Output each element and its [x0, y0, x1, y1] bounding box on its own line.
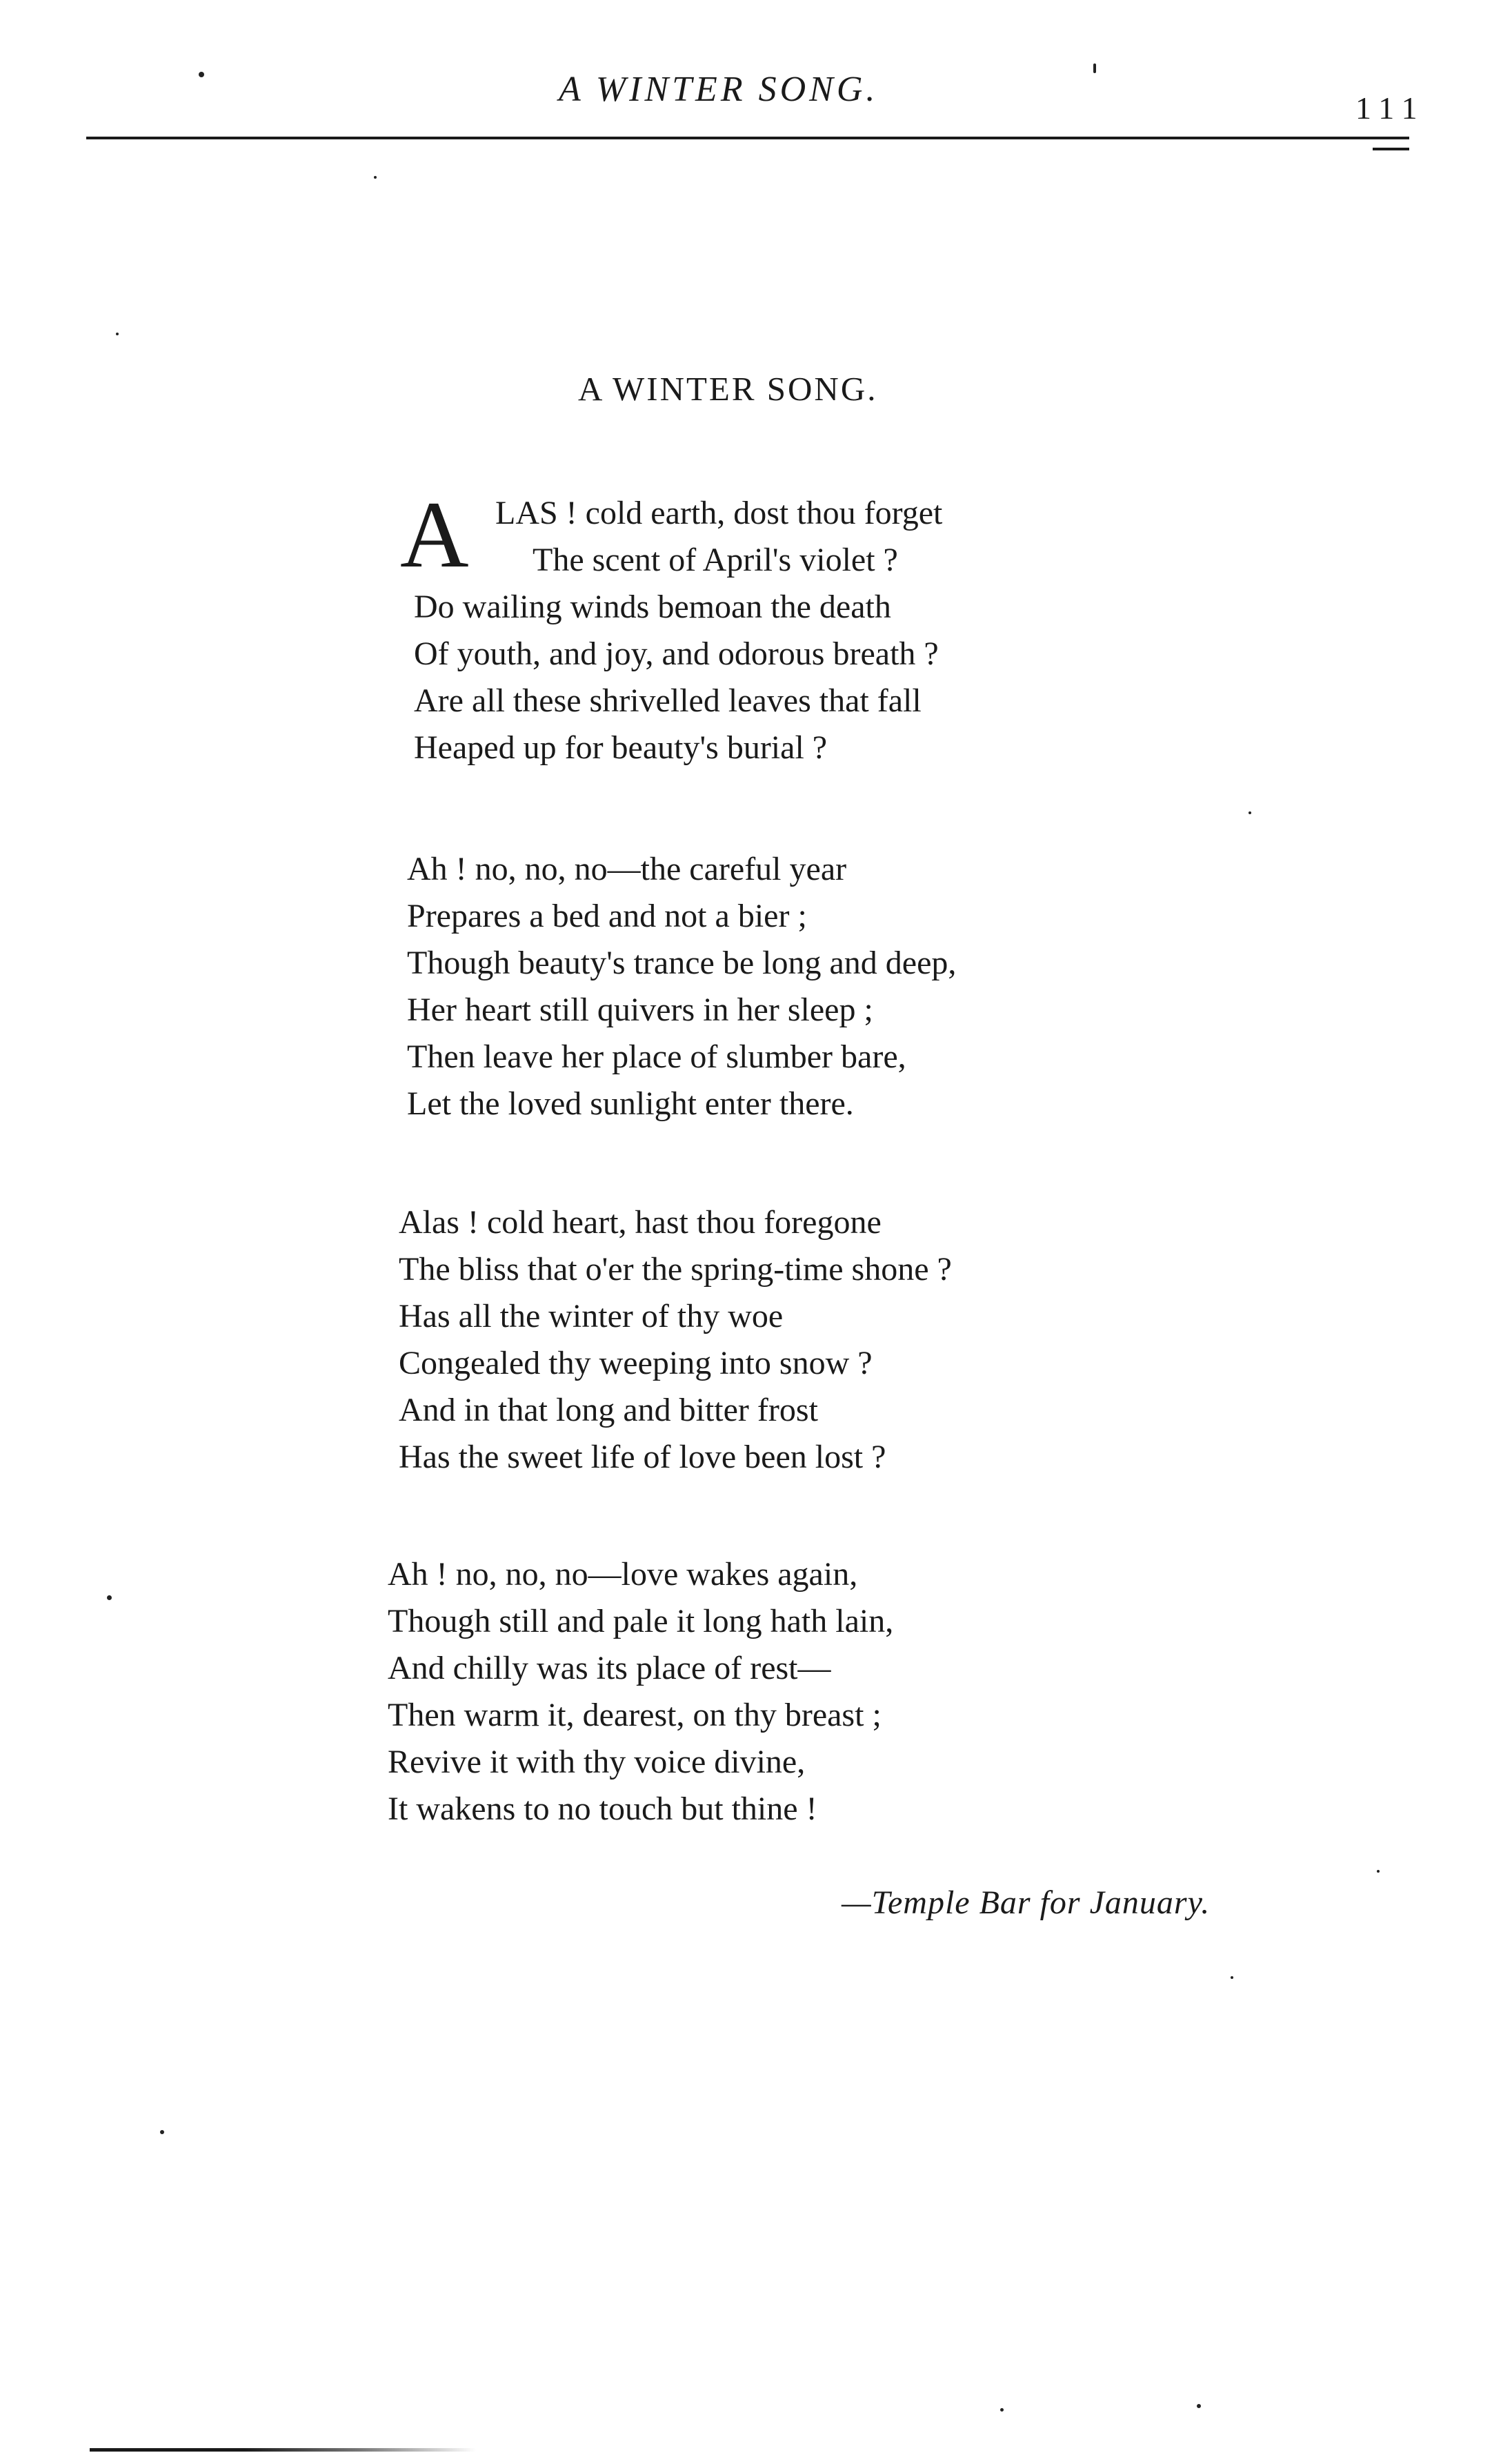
- poem-line: Though still and pale it long hath lain,: [388, 1603, 894, 1639]
- scan-speck: [199, 72, 204, 77]
- drop-cap: A: [400, 482, 469, 587]
- scan-speck: [160, 2130, 164, 2134]
- poem-line: Heaped up for beauty's burial ?: [414, 729, 828, 766]
- header-rule: [86, 137, 1409, 139]
- poem-line: Ah ! no, no, no—the careful year: [407, 851, 847, 887]
- poem-line: Has all the winter of thy woe: [399, 1298, 784, 1334]
- scan-speck: [107, 1595, 112, 1600]
- header-rule-flourish: [1373, 148, 1409, 150]
- scan-speck: [1249, 811, 1251, 814]
- stanza-3: [399, 1199, 952, 1481]
- poem-line: LAS ! cold earth, dost thou forget: [495, 495, 943, 531]
- poem-line: And chilly was its place of rest—: [388, 1650, 831, 1686]
- scan-speck: [1093, 63, 1096, 73]
- poem-line: Then warm it, dearest, on thy breast ;: [388, 1697, 882, 1733]
- poem-line: Do wailing winds bemoan the death: [414, 589, 891, 625]
- poem-line: Her heart still quivers in her sleep ;: [407, 992, 873, 1028]
- scan-speck: [1377, 1870, 1380, 1873]
- scan-speck: [1231, 1976, 1233, 1979]
- footer-rule: [90, 2448, 476, 2452]
- scan-speck: [116, 333, 119, 335]
- page-number: 111: [1355, 90, 1426, 126]
- poem-line: The bliss that o'er the spring-time shone ?: [399, 1251, 952, 1288]
- attribution: —Temple Bar for January.: [842, 1884, 1211, 1921]
- poem-line: Congealed thy weeping into snow ?: [399, 1345, 873, 1381]
- poem-line: Prepares a bed and not a bier ;: [407, 898, 807, 934]
- poem-line: Are all these shrivelled leaves that fall: [414, 682, 922, 719]
- poem-line: It wakens to no touch but thine !: [388, 1791, 817, 1827]
- poem-line: Revive it with thy voice divine,: [388, 1744, 806, 1780]
- poem-line: Has the sweet life of love been lost ?: [399, 1439, 886, 1475]
- poem-line: Let the loved sunlight enter there.: [407, 1085, 854, 1122]
- poem-line: The scent of April's violet ?: [533, 542, 898, 578]
- scan-speck: [374, 176, 377, 179]
- stanza-1: [400, 482, 943, 771]
- poem-title: A WINTER SONG.: [578, 370, 878, 408]
- poem-line: Then leave her place of slumber bare,: [407, 1038, 906, 1075]
- stanza-4: [388, 1551, 893, 1833]
- poem-line: Ah ! no, no, no—love wakes again,: [388, 1556, 858, 1593]
- poem-line: And in that long and bitter frost: [399, 1392, 818, 1428]
- stanza-2: [407, 846, 956, 1127]
- scan-speck: [1197, 2404, 1201, 2408]
- running-head: A WINTER SONG.: [559, 70, 879, 109]
- poem-line: Though beauty's trance be long and deep,: [407, 945, 957, 981]
- poem-line: Of youth, and joy, and odorous breath ?: [414, 635, 939, 672]
- scan-speck: [1000, 2408, 1004, 2412]
- poem-line: Alas ! cold heart, hast thou foregone: [399, 1204, 882, 1241]
